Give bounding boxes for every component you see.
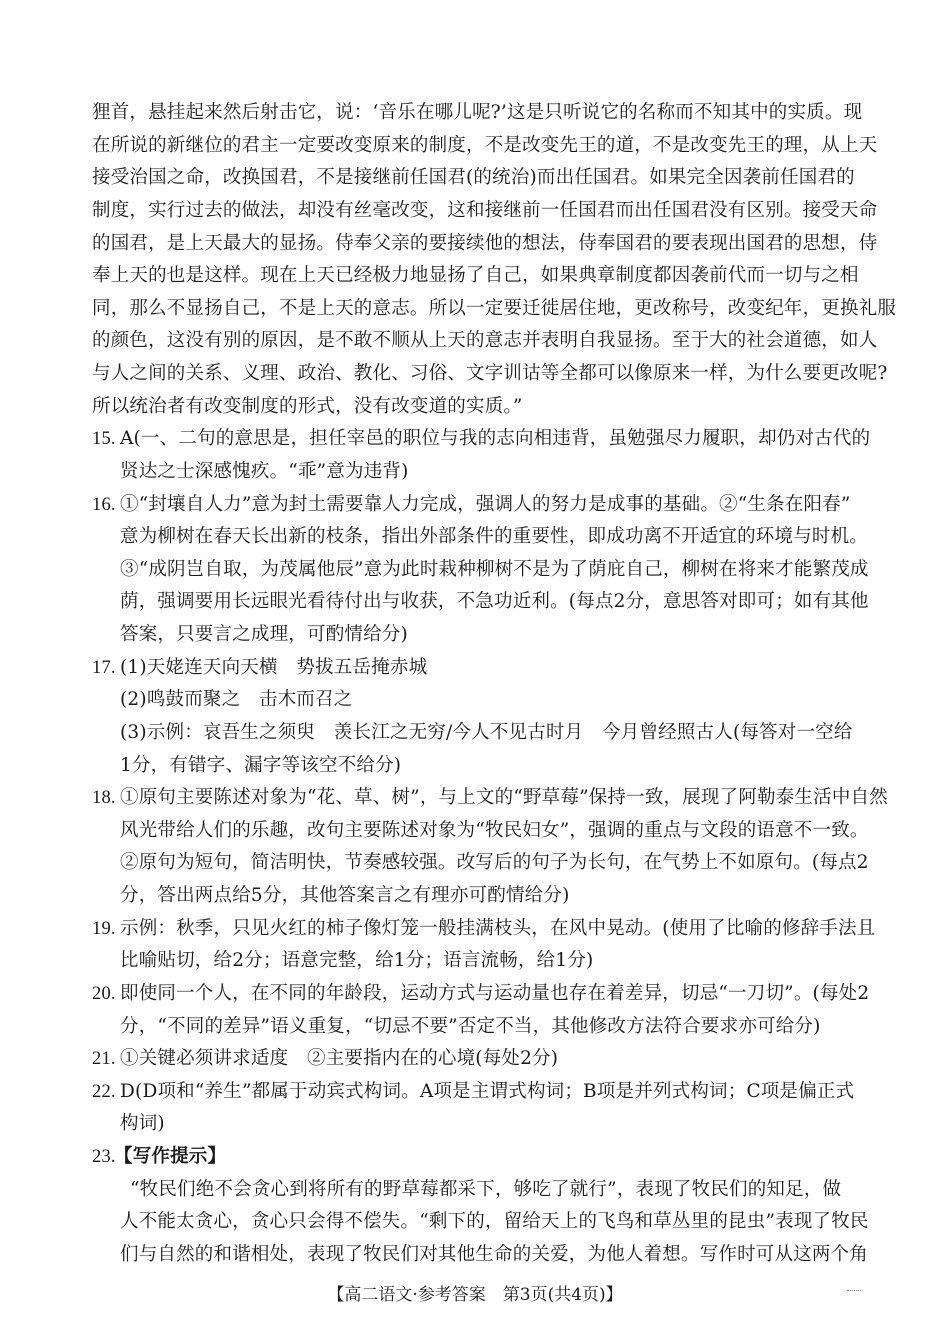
answer-19-line: 示例：秋季，只见火红的柿子像灯笼一般挂满枝头，在风中晃动。(使用了比喻的修辞手法且 <box>120 918 876 939</box>
answer-16-line: ①“封壤自人力”意为封土需要靠人力完成，强调人的努力是成事的基础。②“生条在阳春” <box>120 494 851 515</box>
answer-19-line: 比喻贴切，给2分；语意完整，给1分；语言流畅，给1分) <box>120 950 594 971</box>
passage-line: 的国君，是上天最大的显扬。侍奉父亲的要接续他的想法，侍奉国君的要表现出国君的思想，侍 <box>92 233 878 254</box>
answer-22-line: 构词) <box>120 1113 165 1134</box>
passage-line: 同，那么不显扬自己，不是上天的意志。所以一定要迁徙居住地，更改称号，改变纪年，更换礼服 <box>92 298 897 319</box>
answer-23-line: 人不能太贪心，贪心只会得不偿失。“剩下的，留给天上的飞鸟和草丛里的昆虫”表现了牧民 <box>120 1211 869 1232</box>
question-number-19: 19. <box>92 919 116 939</box>
answer-15-line: A(一、二句的意思是，担任宰邑的职位与我的志向相违背，虽勉强尽力履职，却仍对古代的 <box>120 428 871 449</box>
question-number-17: 17. <box>92 658 116 678</box>
question-number-22: 22. <box>92 1082 116 1102</box>
page-footer: 【高二语文·参考答案 第3页(共4页)】 <box>327 1285 623 1305</box>
answer-15-line: 贤达之士深感愧疚。“乖”意为违背) <box>120 461 409 482</box>
answer-18-line: 风光带给人们的乐趣，改句主要陈述对象为“牧民妇女”，强调的重点与文段的语意不一致。 <box>120 820 869 841</box>
passage-line: 与人之间的关系、义理、政治、教化、习俗、文字训诂等全都可以像原来一样，为什么要更改呢? <box>92 363 888 384</box>
question-number-21: 21. <box>92 1049 116 1069</box>
answer-16-line: 意为柳树在春天长出新的枝条，指出外部条件的重要性，即成功离不开适宜的环境与时机。 <box>120 526 869 547</box>
answer-17-line: (2)鸣鼓而聚之 击木而召之 <box>120 689 353 710</box>
answer-21-line: ①关键必须讲求适度 ②主要指内在的心境(每处2分) <box>120 1048 559 1069</box>
answer-20-line: 即使同一个人，在不同的年龄段，运动方式与运动量也存在着差异，切忌“一刀切”。(每处2 <box>120 983 870 1004</box>
passage-line: 在所说的新继位的君主一定要改变原来的制度，不是改变先王的道，不是改变先王的理，从上天 <box>92 135 878 156</box>
answer-17-line: (3)示例：哀吾生之须臾 羡长江之无穷/今人不见古时月 今月曾经照古人(每答对一空给 <box>120 722 853 743</box>
corner-mark <box>847 1286 861 1291</box>
answer-16-line: ③“成阴岂自取，为茂属他辰”意为此时栽种柳树不是为了荫庇自己，柳树在将来才能繁茂成 <box>120 559 869 580</box>
passage-line: 狸首，悬挂起来然后射击它，说：‘音乐在哪儿呢?’这是只听说它的名称而不知其中的实质。现 <box>92 102 863 123</box>
answer-20-line: 分，“不同的差异”语义重复，“切忌不要”否定不当，其他修改方法符合要求亦可给分) <box>120 1016 821 1037</box>
answer-18-line: 分，答出两点给5分，其他答案言之有理亦可酌情给分) <box>120 885 570 906</box>
answer-23-line: 们与自然的和谐相处，表现了牧民们对其他生命的关爱，为他人着想。写作时可从这两个角 <box>120 1244 869 1265</box>
question-number-18: 18. <box>92 788 116 808</box>
question-number-16: 16. <box>92 495 116 515</box>
answer-17-line: 1分，有错字、漏字等该空不给分) <box>120 755 402 776</box>
writing-tips-heading: 【写作提示】 <box>114 1146 227 1167</box>
answer-23-line: “牧民们绝不会贪心到将所有的野草莓都采下，够吃了就行”，表现了牧民们的知足，做 <box>130 1179 842 1200</box>
question-number-20: 20. <box>92 984 116 1004</box>
question-number-23: 23. <box>92 1147 116 1167</box>
answer-18-line: ①原句主要陈述对象为“花、草、树”，与上文的“野草莓”保持一致，展现了阿勒泰生活中自然 <box>120 787 888 808</box>
passage-line: 奉上天的也是这样。现在上天已经极力地显扬了自己，如果典章制度都因袭前代而一切与之相 <box>92 265 859 286</box>
question-number-15: 15. <box>92 429 116 449</box>
answer-17-line: (1)天姥连天向天横 势拔五岳掩赤城 <box>120 657 428 678</box>
answer-16-line: 答案，只要言之成理，可酌情给分) <box>120 624 408 645</box>
answer-18-line: ②原句为短句，简洁明快，节奏感较强。改写后的句子为长句，在气势上不如原句。(每点2 <box>120 852 869 873</box>
passage-line: 接受治国之命，改换国君，不是接继前任国君(的统治)而出任国君。如果完全因袭前任国君的 <box>92 167 855 188</box>
passage-line: 的颜色，这没有别的原因，是不敢不顺从上天的意志并表明自我显扬。至于大的社会道德，如人 <box>92 330 878 351</box>
answer-16-line: 荫，强调要用长远眼光看待付出与收获，不急功近利。(每点2分，意思答对即可；如有其他 <box>120 591 869 612</box>
passage-line: 所以统治者有改变制度的形式，没有改变道的实质。” <box>92 396 523 417</box>
answer-22-line: D(D项和“养生”都属于动宾式构词。A项是主谓式构词；B项是并列式构词；C项是偏正式 <box>120 1081 855 1102</box>
passage-line: 制度，实行过去的做法，却没有丝毫改变，这和接继前一任国君而出任国君没有区别。接受天命 <box>92 200 878 221</box>
